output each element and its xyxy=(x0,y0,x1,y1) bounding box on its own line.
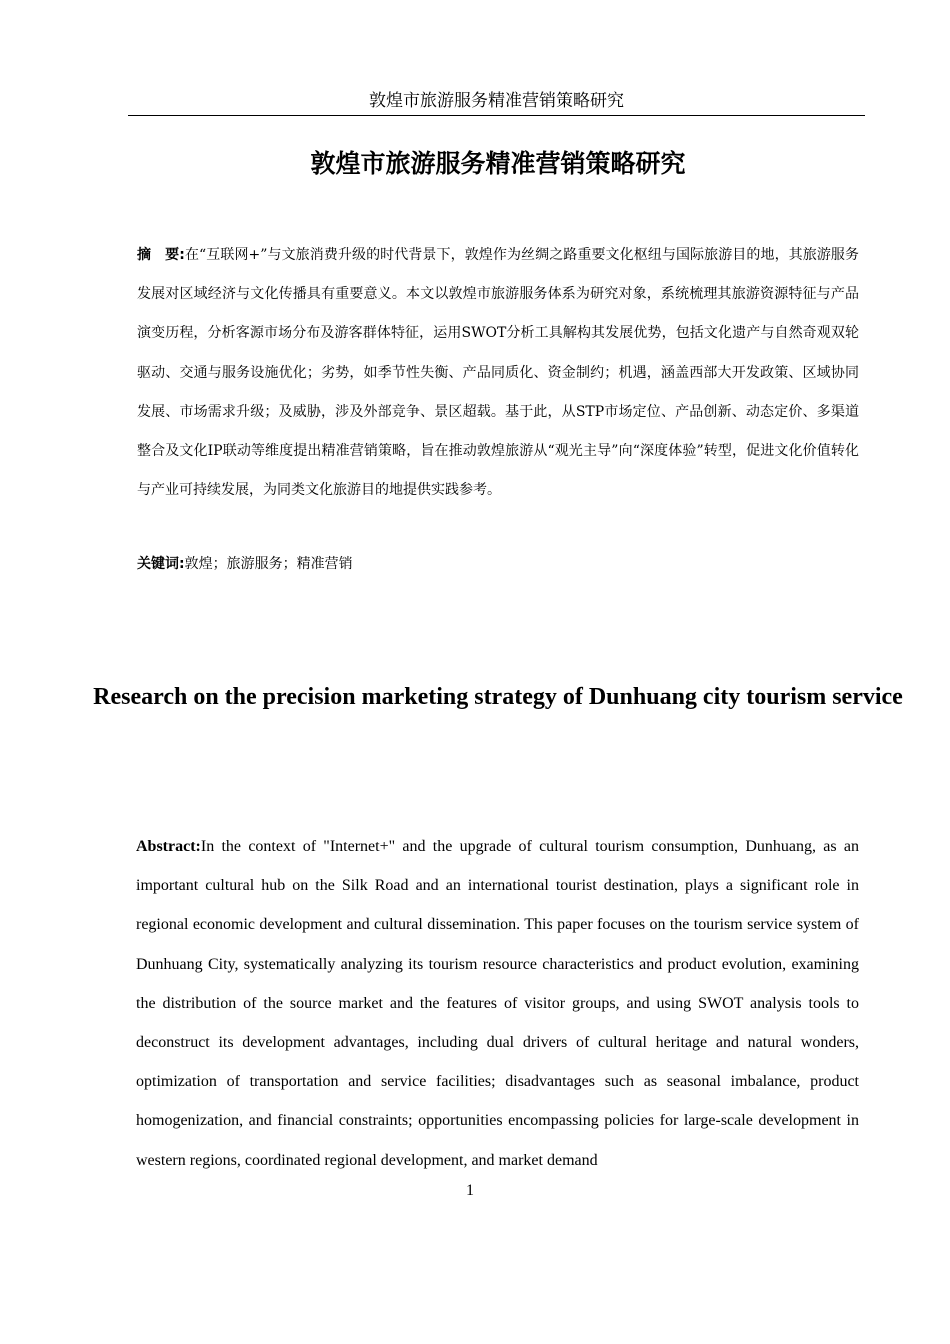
chinese-title: 敦煌市旅游服务精准营销策略研究 xyxy=(310,149,686,178)
english-title: Research on the precision marketing strategy of Dunhuang city tourism service xyxy=(93,684,903,710)
english-abstract-label: Abstract: xyxy=(136,838,201,855)
english-abstract xyxy=(136,827,859,1180)
chinese-abstract-text: 在“互联网+”与文旅消费升级的时代背景下，敦煌作为丝绸之路重要文化枢纽与国际旅游目的地，其旅游服务发展对区域经济与文化传播具有重要意义。本文以敦煌市旅游服务体系为研究对象，系统梳理其旅游资源特征与产品演变历程，分析客源市场分布及游客群体特征，运用SWOT分析工具解构其发展优势，包括文化遗产与自然奇观双轮驱动、交通与服务设施优化；劣势，如季节性失衡、产品同质化、资金制约；机遇，涵盖西部大开发政策、区域协同发展、市场需求升级；及威胁，涉及外部竞争、景区超载。基于此，从STP市场定位、产品创新、动态定价、多渠道整合及文化IP联动等维度提出精准营销策略，旨在推动敦煌旅游从“观光主导”向“深度体验”转型，促进文化价值转化与产业可持续发展，为同类文化旅游目的地提供实践参考。 xyxy=(137,247,859,499)
chinese-abstract xyxy=(137,236,859,510)
chinese-keywords xyxy=(137,548,859,580)
chinese-keywords-label: 关键词: xyxy=(137,556,185,572)
english-abstract-text: In the context of "Internet+" and the upgrade of cultural tourism consumption, Dunhuang, as an important cultural hub on the Silk Road and an international tourist destination, plays a significant role in regional economic development and cultural dissemination. This paper focuses on the tourism service system of Dunhuang City, systematically analyzing its tourism resource characteristics and product evolution, examining the distribution of the source market and the features of visitor groups, and using SWOT analysis tools to deconstruct its development advantages, including dual drivers of cultural heritage and natural wonders, optimization of transportation and service facilities; disadvantages such as seasonal imbalance, product homogenization, and financial constraints; opportunities encompassing policies for large-scale development in western regions, coordinated regional development, and market demand xyxy=(136,838,859,1169)
running-header: 敦煌市旅游服务精准营销策略研究 xyxy=(128,88,865,116)
chinese-keywords-text: 敦煌；旅游服务；精准营销 xyxy=(184,556,353,572)
chinese-abstract-label: 摘 要: xyxy=(137,247,185,263)
page-number: 1 xyxy=(466,1182,474,1199)
